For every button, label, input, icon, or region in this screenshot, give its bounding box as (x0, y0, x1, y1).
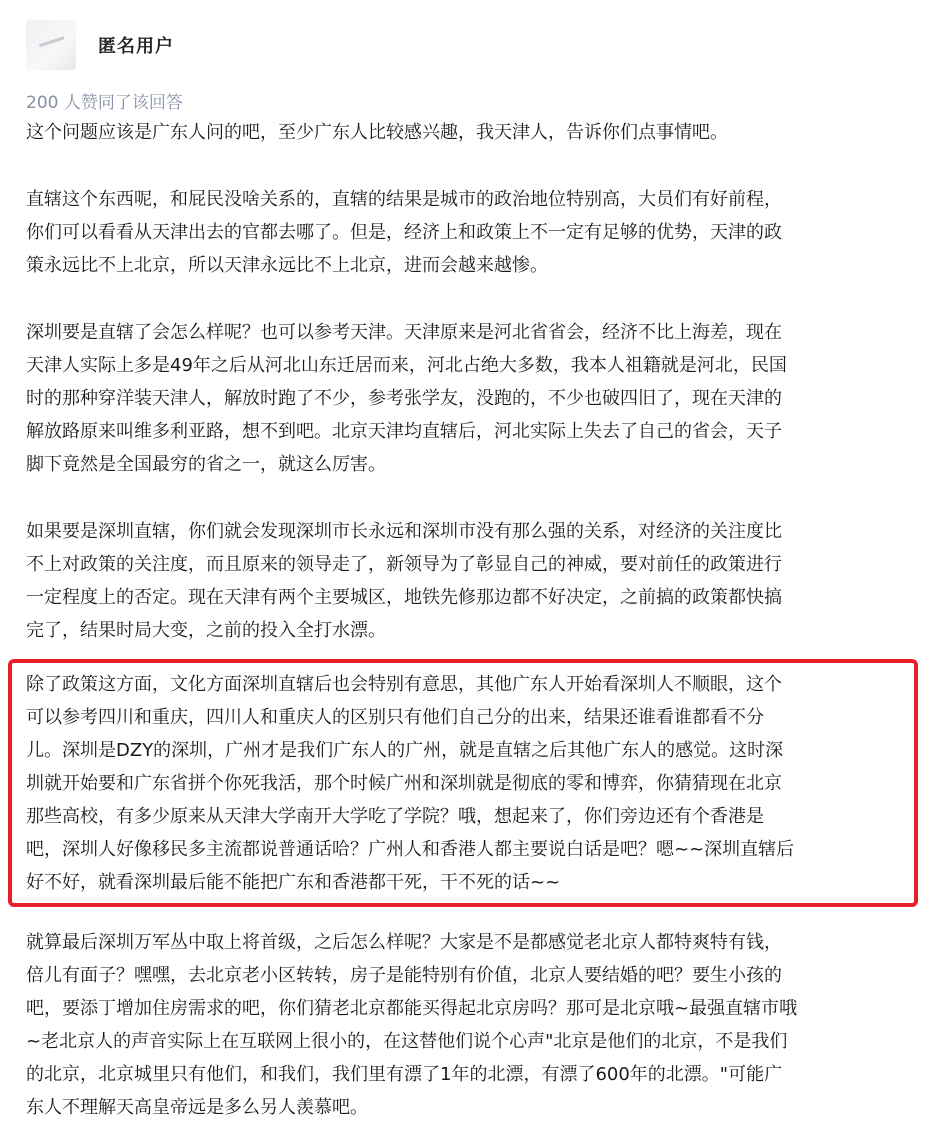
answer-author-header (26, 20, 174, 70)
answer-content (26, 116, 920, 647)
author-name[interactable]: 匿名用户 (98, 36, 174, 57)
paragraph-1: 这个问题应该是广东人问的吧，至少广东人比较感兴趣，我天津人，告诉你们点事情吧。 (26, 122, 728, 143)
paragraph-final: 就算最后深圳万军丛中取上将首级，之后怎么样呢？大家是不是都感觉老北京人都特爽特有钱， 倍儿有面子？嘿嘿，去北京老小区转转，房子是能特别有价值，北京人要结婚的吧？要生小孩的 吧，要添丁增加住房需求的吧，你们猜老北京都能买得起北京房吗？那可是北京哦~最强直辖市哦 ~老北京人的声音实际上在互联网上很小的，在这替他们说个心声"北京是他们的北京，不是我们 的北京，北京城里只有他们，和我们，我们里有漂了1年的北漂，有漂了600年的北漂。"可能广 东人不理解天高皇帝远是多么另人羡慕吧。 (26, 932, 798, 1118)
anonymous-avatar-icon[interactable] (26, 20, 76, 70)
paragraph-3: 深圳要是直辖了会怎么样呢？也可以参考天津。天津原来是河北省省会，经济不比上海差，现在 天津人实际上多是49年之后从河北山东迁居而来，河北占绝大多数，我本人祖籍就是河北，民国 时的那种穿洋装天津人，解放时跑了不少，参考张学友，没跑的，不少也破四旧了，现在天津的 解放路原来叫维多利亚路，想不到吧。北京天津均直辖后，河北实际上失去了自己的省会，天子 脚下竟然是全国最穷的省之一，就这么厉害。 (26, 322, 787, 475)
paragraph-4: 如果要是深圳直辖，你们就会发现深圳市长永远和深圳市没有那么强的关系，对经济的关注度比 不上对政策的关注度，而且原来的领导走了，新领导为了彰显自己的神威，要对前任的政策进行 一定程度上的否定。现在天津有两个主要城区，地铁先修那边都不好决定，之前搞的政策都快搞 完了，结果时局大变，之前的投入全打水漂。 (26, 521, 782, 641)
vote-count-text: 200 人赞同了该回答 (26, 93, 183, 113)
paragraph-2: 直辖这个东西呢，和屁民没啥关系的，直辖的结果是城市的政治地位特别高，大员们有好前程， 你们可以看看从天津出去的官都去哪了。但是，经济上和政策上不一定有足够的优势，天津的政 策永远比不上北京，所以天津永远比不上北京，进而会越来越惨。 (26, 189, 782, 276)
highlighted-paragraph: 除了政策这方面，文化方面深圳直辖后也会特别有意思，其他广东人开始看深圳人不顺眼，这个 可以参考四川和重庆，四川人和重庆人的区别只有他们自己分的出来，结果还谁看谁都看不分 儿。深圳是DZY的深圳，广州才是我们广东人的广州，就是直辖之后其他广东人的感觉。这时深 圳就开始要和广东省拼个你死我活，那个时候广州和深圳就是彻底的零和博弈，你猜猜现在北京 那些高校，有多少原来从天津大学南开大学吃了学院？哦，想起来了，你们旁边还有个香港是 吧，深圳人好像移民多主流都说普通话哈？广州人和香港人都主要说白话是吧？嗯~~深圳直辖后 好不好，就看深圳最后能不能把广东和香港都干死，干不死的话~~ (26, 674, 795, 893)
